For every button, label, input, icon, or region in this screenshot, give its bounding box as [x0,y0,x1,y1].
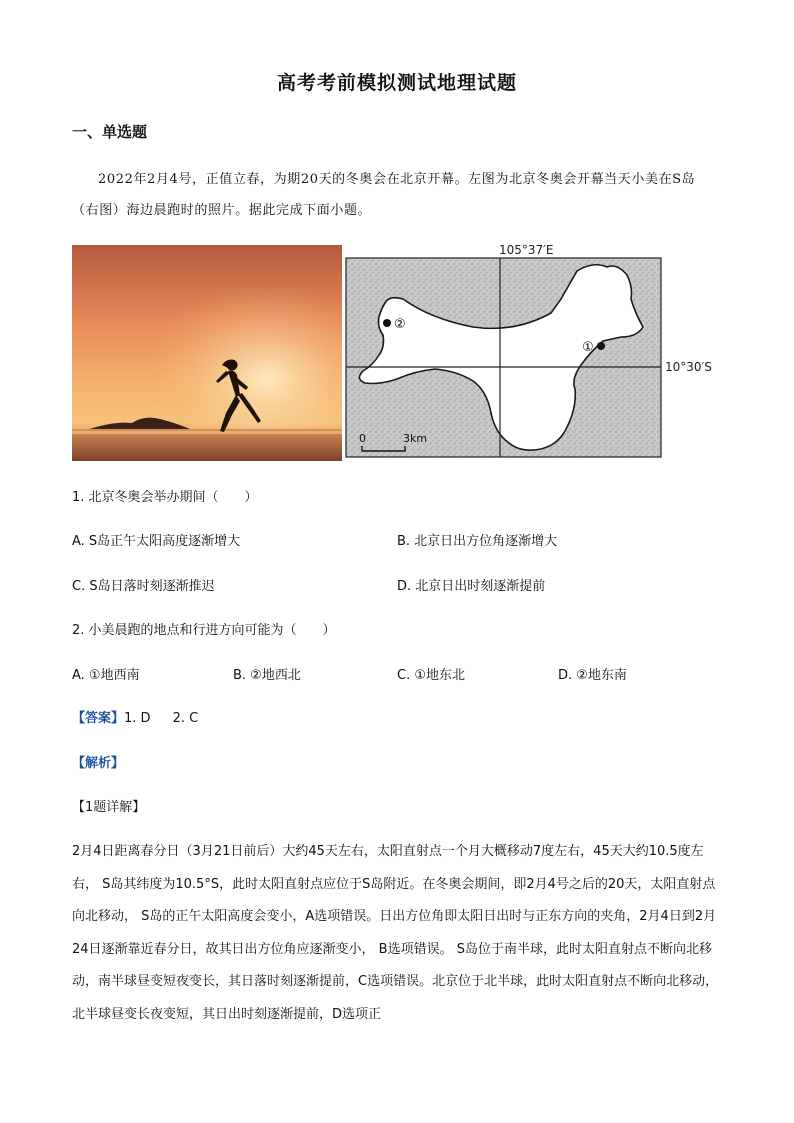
scale-zero: 0 [359,432,366,445]
q1-option-a[interactable]: A. S岛正午太阳高度逐渐增大 [72,534,241,549]
sunset-runner-photo [72,245,342,461]
q1-option-b[interactable]: B. 北京日出方位角逐渐增大 [397,534,558,549]
answer-line [72,707,198,726]
section-heading: 一、单选题 [72,123,148,141]
analysis-tag: 【解析】 [72,756,125,771]
analysis-paragraph: 2月4日距离春分日（3月21日前后）大约45天左右，太阳直射点一个月大概移动7度左右，45天大约10.5度左右， S岛其纬度为10.5°S，此时太阳直射点应位于S岛附近。在冬奥会期间，即2月4号之后的20天，太阳直射点向北移动， S岛的正午太阳高度会变小，A选项错误。日出方位角即太阳日出时与正东方向的夹角，2月4日到2月24日逐渐靠近春分日，故其日出方位角应逐渐变小， B选项错误。 S岛位于南半球，此时太阳直射点不断向北移动，南半球昼变短夜变长，其日落时刻逐渐提前，C选项错误。北京位于北半球，此时太阳直射点不断向北移动，北半球昼变长夜变短，其日出时刻逐渐提前，D选项正 [72,844,719,1022]
answer-tag: 【答案】 [72,711,125,726]
q2-option-a[interactable]: A. ①地西南 [72,668,140,683]
q2-option-c[interactable]: C. ①地东北 [397,668,465,683]
point-1-marker [597,342,605,350]
q2-option-b[interactable]: B. ②地西北 [233,668,301,683]
question-2-stem: 2. 小美晨跑的地点和行进方向可能为（ ） [72,623,336,638]
scale-label: 3km [403,432,428,445]
intro-paragraph: 2022年2月4号，正值立春，为期20天的冬奥会在北京开幕。左图为北京冬奥会开幕当天小美在S岛（右图）海边晨跑时的照片。据此完成下面小题。 [72,172,696,218]
detail-title: 【1题详解】 [72,800,146,815]
q2-option-d[interactable]: D. ②地东南 [558,668,627,683]
s-island-map [345,239,725,461]
page-title: 高考考前模拟测试地理试题 [276,72,517,94]
answer-2: 2. C [172,711,199,726]
answer-1: 1. D [124,711,151,726]
longitude-label: 105°37′E [499,243,554,257]
point-1-label: ① [582,340,594,355]
point-2-marker [383,319,391,327]
question-1-stem: 1. 北京冬奥会举办期间（ ） [72,490,258,505]
point-2-label: ② [394,317,406,332]
latitude-label: 10°30′S [665,360,712,374]
q1-option-c[interactable]: C. S岛日落时刻逐渐推迟 [72,579,215,594]
q1-option-d[interactable]: D. 北京日出时刻逐渐提前 [397,579,546,594]
